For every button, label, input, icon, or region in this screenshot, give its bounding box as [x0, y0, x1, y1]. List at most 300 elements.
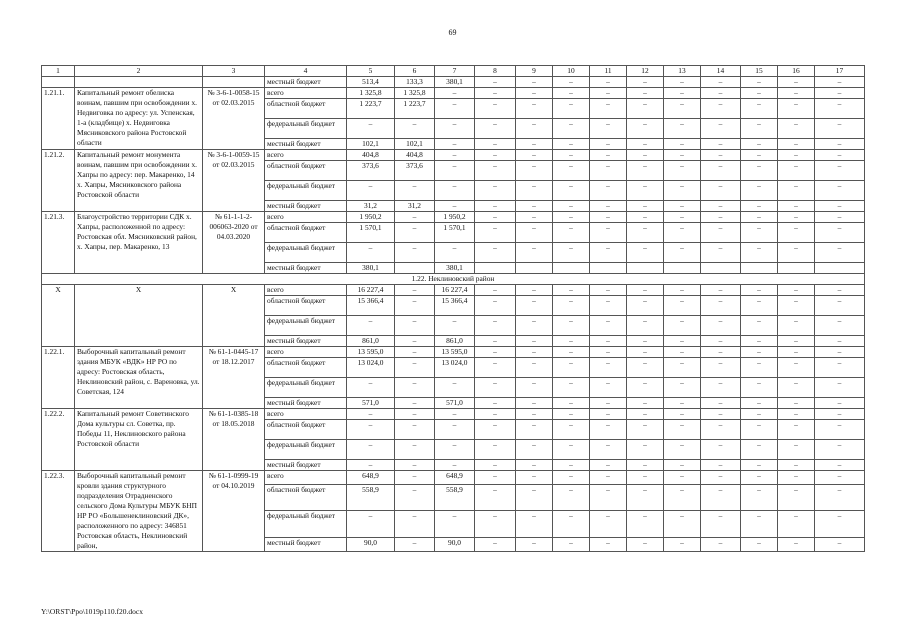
- amount-cell: –: [701, 440, 741, 460]
- amount-cell: –: [590, 378, 627, 398]
- amount-cell: –: [701, 99, 741, 119]
- funding-source: областной бюджет: [265, 223, 347, 243]
- amount-cell: –: [664, 378, 701, 398]
- object-description: Выборочный капитальный ремонт кровли здания структурного подразделения Отрадненского сельского Дома Культуры МБУК БНП НР РО «Большенеклиновский ДК», расположенного по адресу: 346851 Ростовская область, Неклиновский район,: [75, 471, 203, 552]
- amount-cell: –: [815, 336, 865, 347]
- amount-cell: –: [347, 378, 395, 398]
- item-number: 1.22.1.: [42, 347, 75, 409]
- table-row: [42, 150, 865, 161]
- amount-cell: –: [701, 88, 741, 99]
- amount-cell: 90,0: [347, 537, 395, 551]
- amount-cell: –: [553, 336, 590, 347]
- amount-cell: –: [778, 471, 815, 485]
- amount-cell: 571,0: [347, 398, 395, 409]
- funding-source: местный бюджет: [265, 537, 347, 551]
- amount-cell: –: [664, 316, 701, 336]
- amount-cell: –: [664, 201, 701, 212]
- amount-cell: –: [435, 460, 475, 471]
- page-number: 69: [448, 28, 457, 37]
- amount-cell: –: [475, 440, 516, 460]
- amount-cell: 404,8: [347, 150, 395, 161]
- amount-cell: –: [664, 336, 701, 347]
- amount-cell: –: [627, 316, 664, 336]
- amount-cell: 13 024,0: [435, 358, 475, 378]
- funding-source: местный бюджет: [265, 460, 347, 471]
- amount-cell: –: [664, 358, 701, 378]
- amount-cell: –: [701, 511, 741, 537]
- column-number-cell: 14: [701, 66, 741, 77]
- amount-cell: –: [553, 77, 590, 88]
- item-number: 1.22.3.: [42, 471, 75, 552]
- amount-cell: –: [664, 511, 701, 537]
- amount-cell: 13 024,0: [347, 358, 395, 378]
- amount-cell: 13 595,0: [347, 347, 395, 358]
- amount-cell: –: [741, 285, 778, 296]
- amount-cell: –: [664, 485, 701, 511]
- amount-cell: –: [395, 511, 435, 537]
- amount-cell: –: [435, 409, 475, 420]
- amount-cell: –: [553, 243, 590, 263]
- amount-cell: –: [516, 161, 553, 181]
- amount-cell: –: [590, 201, 627, 212]
- amount-cell: –: [516, 420, 553, 440]
- amount-cell: –: [664, 119, 701, 139]
- amount-cell: 31,2: [347, 201, 395, 212]
- amount-cell: –: [741, 99, 778, 119]
- amount-cell: 558,9: [435, 485, 475, 511]
- amount-cell: –: [395, 398, 435, 409]
- funding-source: федеральный бюджет: [265, 181, 347, 201]
- amount-cell: –: [815, 161, 865, 181]
- approval-document: № 3-6-1-0059-15 от 02.03.2015: [203, 150, 265, 212]
- amount-cell: –: [435, 243, 475, 263]
- amount-cell: –: [475, 285, 516, 296]
- amount-cell: 1 325,8: [395, 88, 435, 99]
- object-description: Капитальный ремонт монумента воинам, павшим при освобождении х. Хапры по адресу: пер. Макаренко, 14 х. Хапры, Мясниковского района Ростовской области: [75, 150, 203, 212]
- amount-cell: –: [590, 212, 627, 223]
- amount-cell: –: [664, 150, 701, 161]
- amount-cell: –: [347, 420, 395, 440]
- amount-cell: –: [435, 119, 475, 139]
- amount-cell: –: [701, 223, 741, 243]
- amount-cell: –: [701, 139, 741, 150]
- amount-cell: –: [553, 150, 590, 161]
- amount-cell: 380,1: [435, 77, 475, 88]
- amount-cell: –: [627, 471, 664, 485]
- funding-source: областной бюджет: [265, 296, 347, 316]
- amount-cell: 648,9: [435, 471, 475, 485]
- amount-cell: –: [590, 460, 627, 471]
- amount-cell: –: [741, 460, 778, 471]
- amount-cell: –: [627, 88, 664, 99]
- amount-cell: 31,2: [395, 201, 435, 212]
- funding-source: областной бюджет: [265, 358, 347, 378]
- amount-cell: 102,1: [395, 139, 435, 150]
- amount-cell: –: [516, 296, 553, 316]
- amount-cell: –: [590, 420, 627, 440]
- amount-cell: –: [395, 336, 435, 347]
- approval-document: Х: [203, 285, 265, 347]
- amount-cell: –: [741, 243, 778, 263]
- amount-cell: [395, 263, 435, 274]
- amount-cell: –: [516, 88, 553, 99]
- amount-cell: –: [475, 139, 516, 150]
- amount-cell: –: [664, 139, 701, 150]
- amount-cell: –: [395, 485, 435, 511]
- amount-cell: –: [395, 223, 435, 243]
- amount-cell: –: [395, 409, 435, 420]
- amount-cell: –: [395, 316, 435, 336]
- amount-cell: –: [664, 471, 701, 485]
- amount-cell: –: [395, 378, 435, 398]
- amount-cell: –: [475, 511, 516, 537]
- amount-cell: [516, 263, 553, 274]
- amount-cell: –: [553, 485, 590, 511]
- amount-cell: 90,0: [435, 537, 475, 551]
- funding-source: местный бюджет: [265, 398, 347, 409]
- amount-cell: –: [516, 409, 553, 420]
- funding-source: всего: [265, 409, 347, 420]
- amount-cell: –: [701, 336, 741, 347]
- amount-cell: –: [815, 181, 865, 201]
- amount-cell: –: [741, 358, 778, 378]
- amount-cell: –: [475, 460, 516, 471]
- amount-cell: –: [475, 316, 516, 336]
- amount-cell: –: [627, 243, 664, 263]
- amount-cell: –: [701, 77, 741, 88]
- amount-cell: –: [815, 537, 865, 551]
- funding-source: областной бюджет: [265, 420, 347, 440]
- amount-cell: –: [815, 150, 865, 161]
- amount-cell: –: [590, 537, 627, 551]
- amount-cell: –: [627, 139, 664, 150]
- amount-cell: –: [741, 201, 778, 212]
- amount-cell: –: [475, 336, 516, 347]
- amount-cell: –: [778, 243, 815, 263]
- amount-cell: –: [590, 358, 627, 378]
- amount-cell: –: [553, 316, 590, 336]
- funding-source: всего: [265, 212, 347, 223]
- amount-cell: –: [815, 243, 865, 263]
- table-row: [42, 285, 865, 296]
- amount-cell: 16 227,4: [435, 285, 475, 296]
- amount-cell: –: [815, 316, 865, 336]
- amount-cell: –: [553, 460, 590, 471]
- amount-cell: –: [701, 460, 741, 471]
- object-description: Благоустройство территории СДК х. Хапры, расположенной по адресу: Ростовская обл. Мясниковский район, х. Хапры, пер. Макаренко, 13: [75, 212, 203, 274]
- amount-cell: –: [347, 181, 395, 201]
- amount-cell: –: [627, 223, 664, 243]
- funding-source: областной бюджет: [265, 99, 347, 119]
- amount-cell: 1 570,1: [435, 223, 475, 243]
- amount-cell: –: [741, 420, 778, 440]
- amount-cell: –: [395, 460, 435, 471]
- table-row: [42, 471, 865, 485]
- amount-cell: –: [590, 485, 627, 511]
- amount-cell: –: [553, 358, 590, 378]
- amount-cell: –: [395, 212, 435, 223]
- amount-cell: –: [701, 212, 741, 223]
- amount-cell: –: [741, 485, 778, 511]
- amount-cell: –: [701, 347, 741, 358]
- amount-cell: –: [741, 181, 778, 201]
- amount-cell: –: [475, 398, 516, 409]
- object-description: Капитальный ремонт Советинского Дома культуры сл. Советка, пр. Победы 11, Неклиновского района Ростовской области: [75, 409, 203, 471]
- amount-cell: –: [701, 420, 741, 440]
- amount-cell: –: [627, 201, 664, 212]
- approval-document: [203, 77, 265, 88]
- object-description: [75, 77, 203, 88]
- amount-cell: –: [516, 119, 553, 139]
- amount-cell: –: [815, 77, 865, 88]
- amount-cell: –: [516, 485, 553, 511]
- amount-cell: –: [701, 409, 741, 420]
- amount-cell: –: [741, 296, 778, 316]
- amount-cell: –: [664, 537, 701, 551]
- amount-cell: –: [475, 99, 516, 119]
- amount-cell: –: [778, 223, 815, 243]
- amount-cell: –: [664, 296, 701, 316]
- amount-cell: –: [778, 336, 815, 347]
- amount-cell: –: [627, 77, 664, 88]
- amount-cell: –: [435, 420, 475, 440]
- table-row: [42, 88, 865, 99]
- amount-cell: –: [475, 201, 516, 212]
- column-number-cell: 7: [435, 66, 475, 77]
- amount-cell: –: [590, 336, 627, 347]
- amount-cell: 1 950,2: [435, 212, 475, 223]
- amount-cell: –: [741, 537, 778, 551]
- amount-cell: –: [778, 537, 815, 551]
- amount-cell: –: [701, 485, 741, 511]
- funding-source: местный бюджет: [265, 336, 347, 347]
- approval-document: № 61-1-1-2-006063-2020 от 04.03.2020: [203, 212, 265, 274]
- amount-cell: –: [778, 161, 815, 181]
- amount-cell: –: [701, 119, 741, 139]
- amount-cell: –: [590, 119, 627, 139]
- amount-cell: –: [553, 296, 590, 316]
- amount-cell: [590, 263, 627, 274]
- amount-cell: –: [627, 99, 664, 119]
- amount-cell: –: [516, 378, 553, 398]
- amount-cell: –: [435, 99, 475, 119]
- amount-cell: –: [590, 285, 627, 296]
- amount-cell: –: [778, 511, 815, 537]
- amount-cell: –: [553, 378, 590, 398]
- amount-cell: –: [701, 537, 741, 551]
- amount-cell: –: [475, 409, 516, 420]
- funding-source: всего: [265, 347, 347, 358]
- amount-cell: –: [815, 511, 865, 537]
- amount-cell: –: [347, 409, 395, 420]
- amount-cell: –: [664, 440, 701, 460]
- amount-cell: –: [741, 378, 778, 398]
- amount-cell: –: [627, 212, 664, 223]
- amount-cell: –: [664, 398, 701, 409]
- column-number-cell: 17: [815, 66, 865, 77]
- amount-cell: –: [516, 537, 553, 551]
- amount-cell: –: [475, 212, 516, 223]
- amount-cell: –: [590, 316, 627, 336]
- amount-cell: –: [590, 99, 627, 119]
- amount-cell: –: [475, 347, 516, 358]
- column-number-cell: 12: [627, 66, 664, 77]
- amount-cell: –: [701, 471, 741, 485]
- amount-cell: –: [553, 119, 590, 139]
- amount-cell: –: [516, 77, 553, 88]
- amount-cell: 571,0: [435, 398, 475, 409]
- amount-cell: 15 366,4: [347, 296, 395, 316]
- amount-cell: –: [664, 460, 701, 471]
- amount-cell: 1 570,1: [347, 223, 395, 243]
- amount-cell: –: [701, 358, 741, 378]
- amount-cell: –: [347, 243, 395, 263]
- funding-source: местный бюджет: [265, 77, 347, 88]
- amount-cell: –: [778, 201, 815, 212]
- amount-cell: –: [741, 511, 778, 537]
- amount-cell: –: [553, 398, 590, 409]
- amount-cell: –: [553, 347, 590, 358]
- funding-source: областной бюджет: [265, 485, 347, 511]
- funding-source: федеральный бюджет: [265, 316, 347, 336]
- amount-cell: [475, 263, 516, 274]
- amount-cell: –: [590, 139, 627, 150]
- amount-cell: –: [516, 201, 553, 212]
- amount-cell: –: [553, 420, 590, 440]
- amount-cell: –: [778, 485, 815, 511]
- amount-cell: 15 366,4: [435, 296, 475, 316]
- funding-source: всего: [265, 471, 347, 485]
- amount-cell: –: [778, 119, 815, 139]
- amount-cell: –: [815, 460, 865, 471]
- amount-cell: –: [664, 347, 701, 358]
- amount-cell: –: [475, 243, 516, 263]
- amount-cell: –: [778, 409, 815, 420]
- amount-cell: –: [815, 409, 865, 420]
- object-description: Х: [75, 285, 203, 347]
- amount-cell: –: [516, 347, 553, 358]
- amount-cell: –: [701, 398, 741, 409]
- amount-cell: 1 325,8: [347, 88, 395, 99]
- amount-cell: –: [590, 150, 627, 161]
- amount-cell: 1 223,7: [347, 99, 395, 119]
- amount-cell: –: [590, 409, 627, 420]
- amount-cell: –: [664, 243, 701, 263]
- amount-cell: –: [815, 471, 865, 485]
- amount-cell: –: [664, 420, 701, 440]
- amount-cell: –: [701, 150, 741, 161]
- amount-cell: 380,1: [347, 263, 395, 274]
- amount-cell: 380,1: [435, 263, 475, 274]
- column-number-cell: 3: [203, 66, 265, 77]
- amount-cell: –: [741, 77, 778, 88]
- amount-cell: –: [553, 471, 590, 485]
- amount-cell: –: [590, 471, 627, 485]
- amount-cell: –: [701, 378, 741, 398]
- amount-cell: –: [701, 181, 741, 201]
- amount-cell: –: [516, 336, 553, 347]
- amount-cell: –: [553, 99, 590, 119]
- amount-cell: –: [516, 139, 553, 150]
- funding-source: федеральный бюджет: [265, 119, 347, 139]
- amount-cell: –: [475, 223, 516, 243]
- amount-cell: –: [815, 485, 865, 511]
- amount-cell: 558,9: [347, 485, 395, 511]
- amount-cell: [627, 263, 664, 274]
- funding-source: областной бюджет: [265, 161, 347, 181]
- amount-cell: –: [815, 88, 865, 99]
- amount-cell: –: [627, 537, 664, 551]
- amount-cell: –: [553, 537, 590, 551]
- amount-cell: –: [516, 243, 553, 263]
- amount-cell: –: [815, 139, 865, 150]
- amount-cell: –: [553, 88, 590, 99]
- amount-cell: –: [475, 296, 516, 316]
- amount-cell: –: [741, 119, 778, 139]
- amount-cell: –: [664, 161, 701, 181]
- section-title: 1.22. Неклиновский район: [42, 274, 865, 285]
- amount-cell: –: [741, 223, 778, 243]
- amount-cell: –: [553, 223, 590, 243]
- amount-cell: 404,8: [395, 150, 435, 161]
- amount-cell: –: [778, 99, 815, 119]
- amount-cell: –: [590, 77, 627, 88]
- amount-cell: –: [516, 285, 553, 296]
- amount-cell: –: [778, 296, 815, 316]
- amount-cell: 16 227,4: [347, 285, 395, 296]
- amount-cell: –: [778, 77, 815, 88]
- funding-source: федеральный бюджет: [265, 378, 347, 398]
- amount-cell: –: [664, 409, 701, 420]
- amount-cell: –: [475, 420, 516, 440]
- amount-cell: –: [741, 316, 778, 336]
- amount-cell: –: [778, 150, 815, 161]
- amount-cell: –: [590, 398, 627, 409]
- section-header-row: [42, 274, 865, 285]
- amount-cell: –: [553, 139, 590, 150]
- amount-cell: –: [741, 88, 778, 99]
- amount-cell: [778, 263, 815, 274]
- amount-cell: –: [395, 347, 435, 358]
- amount-cell: –: [815, 358, 865, 378]
- amount-cell: –: [590, 440, 627, 460]
- amount-cell: –: [778, 139, 815, 150]
- amount-cell: –: [627, 285, 664, 296]
- amount-cell: –: [475, 77, 516, 88]
- amount-cell: –: [395, 181, 435, 201]
- amount-cell: –: [627, 460, 664, 471]
- funding-source: всего: [265, 285, 347, 296]
- amount-cell: –: [701, 316, 741, 336]
- amount-cell: –: [627, 181, 664, 201]
- column-number-cell: 9: [516, 66, 553, 77]
- amount-cell: [701, 263, 741, 274]
- approval-document: № 61-1-0385-18 от 18.05.2018: [203, 409, 265, 471]
- amount-cell: –: [778, 285, 815, 296]
- amount-cell: –: [815, 119, 865, 139]
- amount-cell: –: [553, 511, 590, 537]
- amount-cell: –: [516, 99, 553, 119]
- amount-cell: –: [815, 378, 865, 398]
- amount-cell: –: [815, 201, 865, 212]
- funding-source: федеральный бюджет: [265, 243, 347, 263]
- amount-cell: –: [395, 296, 435, 316]
- amount-cell: –: [778, 358, 815, 378]
- amount-cell: –: [553, 440, 590, 460]
- column-number-cell: 5: [347, 66, 395, 77]
- amount-cell: –: [590, 243, 627, 263]
- amount-cell: –: [435, 378, 475, 398]
